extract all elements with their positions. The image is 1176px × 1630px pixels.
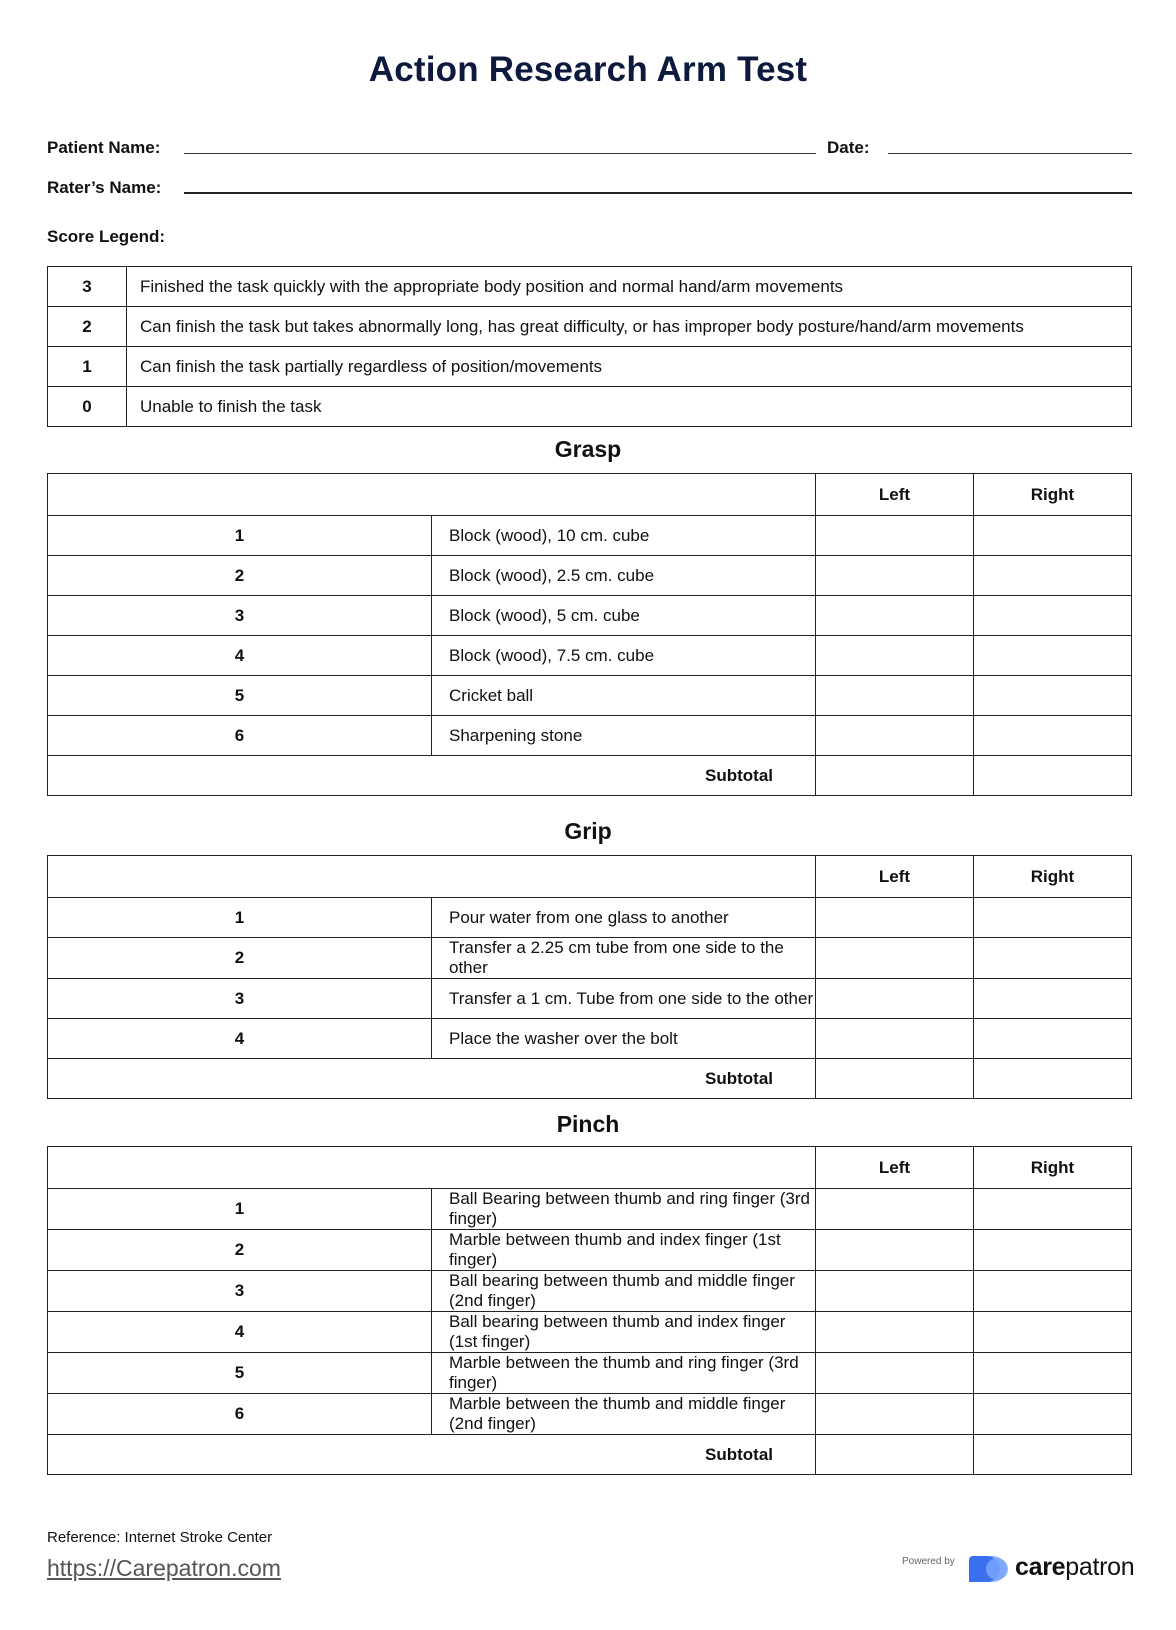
score-legend-table — [47, 266, 1132, 427]
reference-text: Reference: Internet Stroke Center — [47, 1529, 273, 1546]
subtotal-row — [48, 1059, 1132, 1099]
patient-name-field[interactable] — [184, 153, 816, 154]
grasp-section-title: Grasp — [554, 436, 622, 462]
right-column-header: Right — [974, 856, 1132, 898]
table-row — [48, 1230, 1132, 1271]
subtotal-row — [48, 1435, 1132, 1475]
legend-row — [48, 307, 1132, 347]
brand-bold: care — [1015, 1553, 1066, 1581]
item-number: 1 — [48, 516, 432, 556]
item-description: Cricket ball — [432, 676, 816, 716]
table-row — [48, 898, 1132, 938]
left-score-cell[interactable] — [816, 1271, 974, 1312]
header-blank-cell — [48, 856, 816, 898]
item-number: 1 — [48, 898, 432, 938]
table-row — [48, 1394, 1132, 1435]
subtotal-label: Subtotal — [48, 1059, 816, 1099]
item-number: 4 — [48, 1312, 432, 1353]
right-score-cell[interactable] — [974, 1230, 1132, 1271]
item-number: 2 — [48, 556, 432, 596]
left-score-cell[interactable] — [816, 1353, 974, 1394]
legend-row — [48, 347, 1132, 387]
item-description: Block (wood), 5 cm. cube — [432, 596, 816, 636]
table-row — [48, 676, 1132, 716]
left-score-cell[interactable] — [816, 636, 974, 676]
carepatron-brand — [1015, 1553, 1134, 1582]
table-row — [48, 1019, 1132, 1059]
left-score-cell[interactable] — [816, 516, 974, 556]
item-number: 5 — [48, 676, 432, 716]
legend-description: Can finish the task but takes abnormally long, has great difficulty, or has improper body posture/hand/arm movements — [127, 307, 1132, 347]
right-column-header: Right — [974, 474, 1132, 516]
brand-rest: patron — [1065, 1553, 1135, 1581]
rater-name-label: Rater’s Name: — [47, 178, 162, 197]
left-score-cell[interactable] — [816, 1312, 974, 1353]
item-description: Transfer a 2.25 cm tube from one side to the other — [432, 938, 816, 979]
legend-score: 0 — [48, 387, 127, 427]
table-row — [48, 979, 1132, 1019]
right-score-cell[interactable] — [974, 1189, 1132, 1230]
item-number: 3 — [48, 979, 432, 1019]
right-score-cell[interactable] — [974, 1019, 1132, 1059]
left-column-header: Left — [816, 1147, 974, 1189]
item-number: 2 — [48, 1230, 432, 1271]
carepatron-logo-icon — [965, 1552, 1015, 1586]
date-field[interactable] — [888, 153, 1132, 154]
powered-by-text: Powered by — [902, 1556, 955, 1567]
item-description: Sharpening stone — [432, 716, 816, 756]
right-score-cell[interactable] — [974, 516, 1132, 556]
left-column-header: Left — [816, 856, 974, 898]
left-subtotal-cell[interactable] — [816, 1435, 974, 1475]
legend-description: Unable to finish the task — [127, 387, 1132, 427]
carepatron-link[interactable]: https://Carepatron.com — [47, 1555, 281, 1581]
legend-description: Finished the task quickly with the appropriate body position and normal hand/arm movements — [127, 267, 1132, 307]
right-score-cell[interactable] — [974, 716, 1132, 756]
header-blank-cell — [48, 474, 816, 516]
table-row — [48, 1271, 1132, 1312]
table-row — [48, 938, 1132, 979]
right-column-header: Right — [974, 1147, 1132, 1189]
right-score-cell[interactable] — [974, 938, 1132, 979]
item-number: 3 — [48, 1271, 432, 1312]
legend-row — [48, 387, 1132, 427]
table-row — [48, 1189, 1132, 1230]
table-row — [48, 596, 1132, 636]
item-number: 6 — [48, 716, 432, 756]
header-blank-cell — [48, 1147, 816, 1189]
item-description: Ball bearing between thumb and middle finger (2nd finger) — [432, 1271, 816, 1312]
item-number: 5 — [48, 1353, 432, 1394]
legend-row — [48, 267, 1132, 307]
grasp-table — [47, 473, 1132, 796]
subtotal-label: Subtotal — [48, 1435, 816, 1475]
table-row — [48, 636, 1132, 676]
right-score-cell[interactable] — [974, 556, 1132, 596]
left-score-cell[interactable] — [816, 676, 974, 716]
right-score-cell[interactable] — [974, 1353, 1132, 1394]
table-header-row — [48, 856, 1132, 898]
patient-name-label: Patient Name: — [47, 138, 161, 157]
right-score-cell[interactable] — [974, 596, 1132, 636]
item-description: Block (wood), 2.5 cm. cube — [432, 556, 816, 596]
item-description: Ball Bearing between thumb and ring finger (3rd finger) — [432, 1189, 816, 1230]
score-legend-label: Score Legend: — [47, 227, 166, 246]
left-score-cell[interactable] — [816, 979, 974, 1019]
left-score-cell[interactable] — [816, 898, 974, 938]
table-row — [48, 1353, 1132, 1394]
item-description: Transfer a 1 cm. Tube from one side to the other — [432, 979, 816, 1019]
right-score-cell[interactable] — [974, 1312, 1132, 1353]
legend-score: 3 — [48, 267, 127, 307]
left-score-cell[interactable] — [816, 1019, 974, 1059]
item-description: Ball bearing between thumb and index finger (1st finger) — [432, 1312, 816, 1353]
left-column-header: Left — [816, 474, 974, 516]
item-number: 2 — [48, 938, 432, 979]
right-score-cell[interactable] — [974, 636, 1132, 676]
left-score-cell[interactable] — [816, 1230, 974, 1271]
date-label: Date: — [827, 138, 870, 157]
item-description: Block (wood), 10 cm. cube — [432, 516, 816, 556]
page-title: Action Research Arm Test — [368, 50, 808, 89]
left-score-cell[interactable] — [816, 556, 974, 596]
left-score-cell[interactable] — [816, 1189, 974, 1230]
right-subtotal-cell[interactable] — [974, 1435, 1132, 1475]
table-header-row — [48, 1147, 1132, 1189]
item-number: 4 — [48, 636, 432, 676]
item-number: 3 — [48, 596, 432, 636]
right-score-cell[interactable] — [974, 979, 1132, 1019]
item-number: 1 — [48, 1189, 432, 1230]
item-number: 6 — [48, 1394, 432, 1435]
left-subtotal-cell[interactable] — [816, 1059, 974, 1099]
left-score-cell[interactable] — [816, 1394, 974, 1435]
grip-table — [47, 855, 1132, 1099]
right-score-cell[interactable] — [974, 1394, 1132, 1435]
right-score-cell[interactable] — [974, 898, 1132, 938]
subtotal-label: Subtotal — [48, 756, 816, 796]
right-score-cell[interactable] — [974, 676, 1132, 716]
pinch-table — [47, 1146, 1132, 1475]
item-description: Place the washer over the bolt — [432, 1019, 816, 1059]
right-subtotal-cell[interactable] — [974, 1059, 1132, 1099]
item-description: Marble between thumb and index finger (1st finger) — [432, 1230, 816, 1271]
left-score-cell[interactable] — [816, 716, 974, 756]
subtotal-row — [48, 756, 1132, 796]
table-row — [48, 516, 1132, 556]
item-number: 4 — [48, 1019, 432, 1059]
item-description: Block (wood), 7.5 cm. cube — [432, 636, 816, 676]
legend-score: 2 — [48, 307, 127, 347]
item-description: Marble between the thumb and ring finger (3rd finger) — [432, 1353, 816, 1394]
item-description: Marble between the thumb and middle finger (2nd finger) — [432, 1394, 816, 1435]
rater-name-field[interactable] — [184, 192, 1132, 194]
grip-section-title: Grip — [564, 818, 612, 844]
table-row — [48, 556, 1132, 596]
table-row — [48, 1312, 1132, 1353]
left-score-cell[interactable] — [816, 938, 974, 979]
item-description: Pour water from one glass to another — [432, 898, 816, 938]
right-subtotal-cell[interactable] — [974, 756, 1132, 796]
table-header-row — [48, 474, 1132, 516]
table-row — [48, 716, 1132, 756]
right-score-cell[interactable] — [974, 1271, 1132, 1312]
pinch-section-title: Pinch — [556, 1111, 620, 1137]
legend-score: 1 — [48, 347, 127, 387]
legend-description: Can finish the task partially regardless of position/movements — [127, 347, 1132, 387]
left-subtotal-cell[interactable] — [816, 756, 974, 796]
left-score-cell[interactable] — [816, 596, 974, 636]
